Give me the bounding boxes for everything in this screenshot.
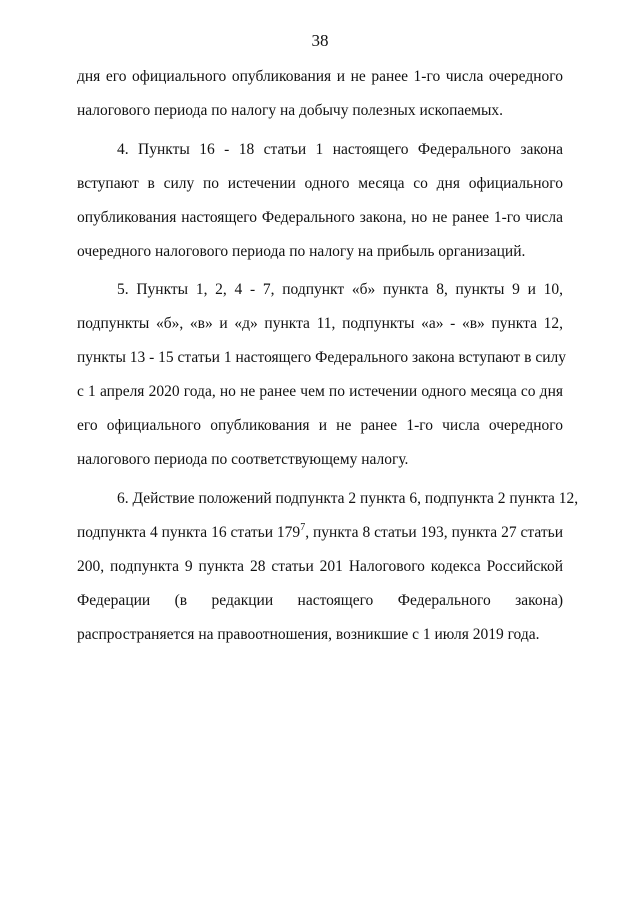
text-line: дня его официального опубликования и не ранее 1-го числа очередного	[77, 68, 563, 85]
text-line: опубликования настоящего Федерального закона, но не ранее 1-го числа	[77, 209, 563, 226]
text-fragment: подпункта 4 пункта 16 статьи 179	[77, 524, 301, 541]
page-number: 38	[311, 31, 329, 50]
text-line: подпункты «б», «в» и «д» пункта 11, подпункты «а» - «в» пункта 12,	[77, 315, 563, 332]
paragraph-start-line: 5. Пункты 1, 2, 4 - 7, подпункт «б» пункта 8, пункты 9 и 10,	[117, 281, 563, 298]
text-line: вступают в силу по истечении одного месяца со дня официального	[77, 175, 563, 192]
text-line: его официального опубликования и не ранее 1-го числа очередного	[77, 417, 563, 434]
text-line: с 1 апреля 2020 года, но не ранее чем по истечении одного месяца со дня	[77, 383, 563, 400]
text-line-with-superscript	[77, 522, 563, 544]
paragraph-start-line: 6. Действие положений подпункта 2 пункта 6, подпункта 2 пункта 12,	[117, 490, 579, 507]
text-line: пункты 13 - 15 статьи 1 настоящего Федерального закона вступают в силу	[77, 349, 567, 366]
text-line: распространяется на правоотношения, возникшие с 1 июля 2019 года.	[77, 626, 540, 643]
text-fragment: , пункта 8 статьи 193, пункта 27 статьи	[305, 524, 563, 541]
text-line: налогового периода по соответствующему налогу.	[77, 451, 409, 468]
paragraph-start-line: 4. Пункты 16 - 18 статьи 1 настоящего Федерального закона	[117, 141, 563, 158]
text-line: налогового периода по налогу на добычу полезных ископаемых.	[77, 102, 504, 119]
text-line: очередного налогового периода по налогу на прибыль организаций.	[77, 243, 526, 260]
text-line: 200, подпункта 9 пункта 28 статьи 201 Налогового кодекса Российской	[77, 558, 563, 575]
superscript: 7	[300, 521, 306, 533]
text-line: Федерации (в редакции настоящего Федерального закона)	[77, 592, 563, 609]
